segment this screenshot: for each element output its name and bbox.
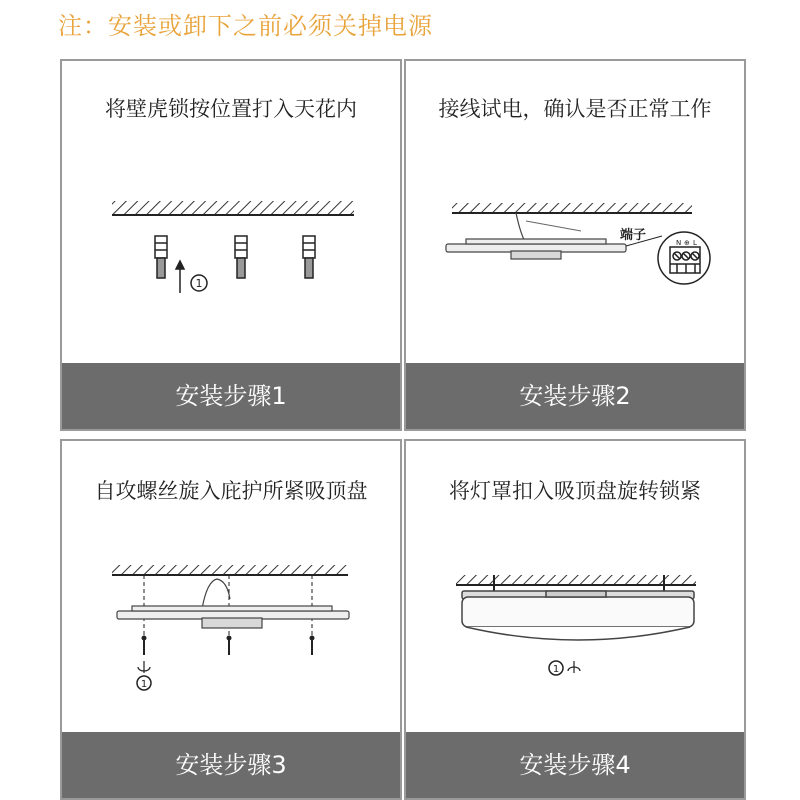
step-number-label: 1	[140, 679, 148, 690]
step-3-instruction: 自攻螺丝旋入庇护所紧吸顶盘	[94, 479, 368, 503]
step-2-illustration	[406, 61, 744, 361]
ceiling-hatch	[456, 575, 696, 585]
step-3-footer: 安装步骤3	[62, 732, 400, 798]
terminal-letter-ground: ⊕	[684, 239, 690, 247]
terminal-letter-l: L	[693, 239, 697, 247]
wall-anchor-1	[155, 236, 167, 278]
wire	[202, 579, 230, 609]
step-3-panel	[60, 439, 402, 800]
up-arrow	[176, 261, 184, 293]
step-1-footer: 安装步骤1	[62, 363, 400, 429]
step-4-instruction: 将灯罩扣入吸顶盘旋转锁紧	[449, 479, 701, 503]
screw-3	[310, 636, 314, 655]
step-4-illustration	[406, 441, 744, 731]
ceiling-plate	[446, 221, 626, 259]
terminal-letter-n: N	[676, 239, 682, 247]
step-number-label: 1	[195, 277, 203, 290]
screw-1	[142, 636, 146, 655]
wall-anchor-2	[235, 236, 247, 278]
step-3-illustration	[62, 441, 400, 731]
screw-2	[227, 636, 231, 655]
step-2-footer: 安装步骤2	[406, 363, 744, 429]
step-4-panel	[404, 439, 746, 800]
wall-anchor-3	[303, 236, 315, 278]
step-number-label: 1	[552, 664, 560, 675]
ceiling-hatch	[112, 565, 348, 575]
ceiling-hatch	[452, 203, 692, 213]
warning-note: 注：安装或卸下之前必须关掉电源	[58, 12, 433, 40]
ceiling-plate	[117, 606, 349, 628]
step-2-panel	[404, 59, 746, 431]
step-2-instruction: 接线试电，确认是否正常工作	[438, 97, 712, 121]
terminal-label: 端子	[620, 228, 647, 243]
step-1-panel	[60, 59, 402, 431]
lamp-shade	[462, 591, 694, 640]
ceiling-hatch	[112, 201, 354, 215]
step-4-footer: 安装步骤4	[406, 732, 744, 798]
step-1-illustration	[62, 61, 400, 361]
step-1-instruction: 将壁虎锁按位置打入天花内	[105, 97, 357, 121]
